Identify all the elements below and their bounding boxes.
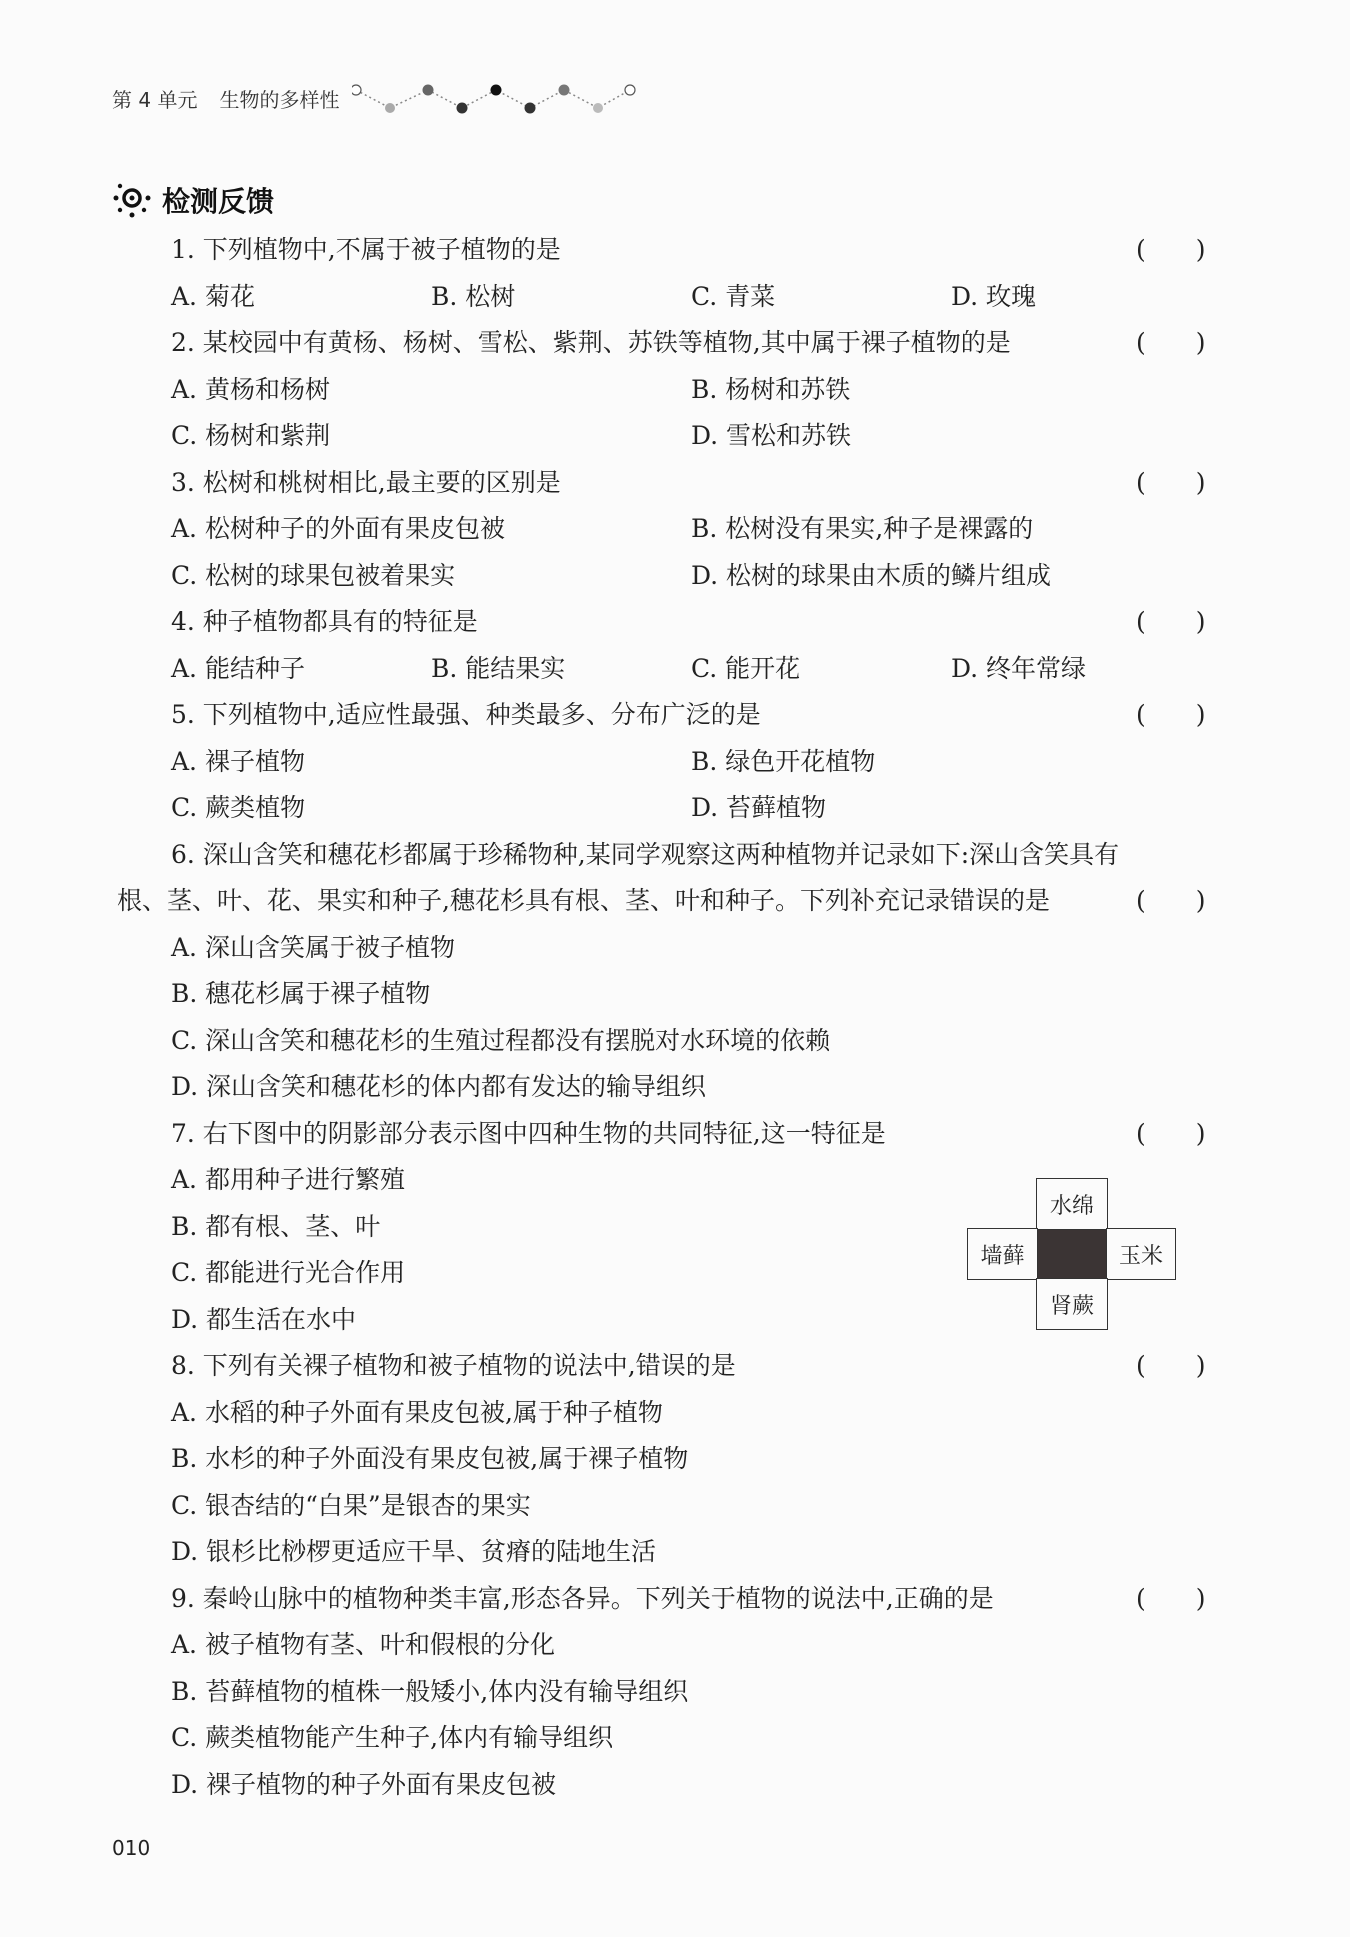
answer-blank-6[interactable]: ( ) xyxy=(1136,886,1206,915)
question-2-stem: 2. 某校园中有黄杨、杨树、雪松、紫荆、苏铁等植物,其中属于裸子植物的是 xyxy=(171,328,1011,357)
option-6d: D. 深山含笑和穗花杉的体内都有发达的输导组织 xyxy=(171,1072,707,1101)
option-8d: D. 银杉比桫椤更适应干旱、贫瘠的陆地生活 xyxy=(171,1537,657,1566)
option-8b: B. 水杉的种子外面没有果皮包被,属于裸子植物 xyxy=(171,1444,689,1473)
question-8-stem: 8. 下列有关裸子植物和被子植物的说法中,错误的是 xyxy=(171,1351,736,1380)
answer-blank-5[interactable]: ( ) xyxy=(1136,700,1206,729)
option-8a: A. 水稻的种子外面有果皮包被,属于种子植物 xyxy=(171,1398,663,1427)
question-6-stem-line2: 根、茎、叶、花、果实和种子,穗花杉具有根、茎、叶和种子。下列补充记录错误的是 xyxy=(117,886,1050,915)
option-3a: A. 松树种子的外面有果皮包被 xyxy=(171,514,505,543)
option-5a: A. 裸子植物 xyxy=(171,747,305,776)
option-2c: C. 杨树和紫荆 xyxy=(171,421,331,450)
option-3b: B. 松树没有果实,种子是裸露的 xyxy=(691,514,1034,543)
option-6c: C. 深山含笑和穗花杉的生殖过程都没有摆脱对水环境的依赖 xyxy=(171,1026,831,1055)
answer-blank-3[interactable]: ( ) xyxy=(1136,468,1206,497)
question-1-stem: 1. 下列植物中,不属于被子植物的是 xyxy=(171,235,561,264)
option-4a: A. 能结种子 xyxy=(171,654,305,683)
option-2d: D. 雪松和苏铁 xyxy=(691,421,852,450)
option-1a: A. 菊花 xyxy=(171,282,255,311)
option-5c: C. 蕨类植物 xyxy=(171,793,306,822)
unit-label: 第 4 单元 xyxy=(112,88,198,112)
page-header xyxy=(112,84,339,113)
option-9c: C. 蕨类植物能产生种子,体内有输导组织 xyxy=(171,1723,614,1752)
page-number: 010 xyxy=(112,1836,151,1860)
section-title: 检测反馈 xyxy=(162,185,275,218)
question-5-stem: 5. 下列植物中,适应性最强、种类最多、分布广泛的是 xyxy=(171,700,761,729)
section-heading xyxy=(112,180,274,220)
option-9a: A. 被子植物有茎、叶和假根的分化 xyxy=(171,1630,555,1659)
question-6-stem-line1: 6. 深山含笑和穗花杉都属于珍稀物种,某同学观察这两种植物并记录如下:深山含笑具有 xyxy=(171,840,1120,869)
option-2a: A. 黄杨和杨树 xyxy=(171,375,330,404)
question-9-stem: 9. 秦岭山脉中的植物种类丰富,形态各异。下列关于植物的说法中,正确的是 xyxy=(171,1584,994,1613)
shaded-overlap xyxy=(1036,1228,1108,1280)
option-8c: C. 银杏结的“白果”是银杏的果实 xyxy=(171,1491,531,1520)
option-9d: D. 裸子植物的种子外面有果皮包被 xyxy=(171,1770,557,1799)
option-3d: D. 松树的球果由木质的鳞片组成 xyxy=(691,561,1052,590)
answer-blank-2[interactable]: ( ) xyxy=(1136,328,1206,357)
option-7a: A. 都用种子进行繁殖 xyxy=(171,1165,405,1194)
option-2b: B. 杨树和苏铁 xyxy=(691,375,851,404)
answer-blank-1[interactable]: ( ) xyxy=(1136,235,1206,264)
option-7b: B. 都有根、茎、叶 xyxy=(171,1212,381,1241)
option-7c: C. 都能进行光合作用 xyxy=(171,1258,406,1287)
answer-blank-9[interactable]: ( ) xyxy=(1136,1584,1206,1613)
answer-blank-4[interactable]: ( ) xyxy=(1136,607,1206,636)
question-3-stem: 3. 松树和桃树相比,最主要的区别是 xyxy=(171,468,561,497)
option-9b: B. 苔藓植物的植株一般矮小,体内没有输导组织 xyxy=(171,1677,689,1706)
option-6a: A. 深山含笑属于被子植物 xyxy=(171,933,455,962)
unit-title: 生物的多样性 xyxy=(219,88,340,112)
option-1b: B. 松树 xyxy=(431,282,516,311)
option-4d: D. 终年常绿 xyxy=(951,654,1087,683)
option-1c: C. 青菜 xyxy=(691,282,776,311)
option-3c: C. 松树的球果包被着果实 xyxy=(171,561,456,590)
question-4-stem: 4. 种子植物都具有的特征是 xyxy=(171,607,478,636)
option-4b: B. 能结果实 xyxy=(431,654,566,683)
lightbulb-icon xyxy=(112,182,152,218)
answer-blank-7[interactable]: ( ) xyxy=(1136,1119,1206,1148)
option-5d: D. 苔藓植物 xyxy=(691,793,827,822)
diagram-cell-bottom: 肾蕨 xyxy=(1036,1278,1108,1330)
diagram-cell-top: 水绵 xyxy=(1036,1178,1108,1230)
option-5b: B. 绿色开花植物 xyxy=(691,747,876,776)
option-7d: D. 都生活在水中 xyxy=(171,1305,357,1334)
option-4c: C. 能开花 xyxy=(691,654,801,683)
option-1d: D. 玫瑰 xyxy=(951,282,1037,311)
option-6b: B. 穗花杉属于裸子植物 xyxy=(171,979,431,1008)
dot-chain-decoration xyxy=(352,76,642,116)
diagram-cell-right: 玉米 xyxy=(1106,1228,1176,1280)
answer-blank-8[interactable]: ( ) xyxy=(1136,1351,1206,1380)
diagram-cell-left: 墙藓 xyxy=(967,1228,1038,1280)
question-7-stem: 7. 右下图中的阴影部分表示图中四种生物的共同特征,这一特征是 xyxy=(171,1119,886,1148)
